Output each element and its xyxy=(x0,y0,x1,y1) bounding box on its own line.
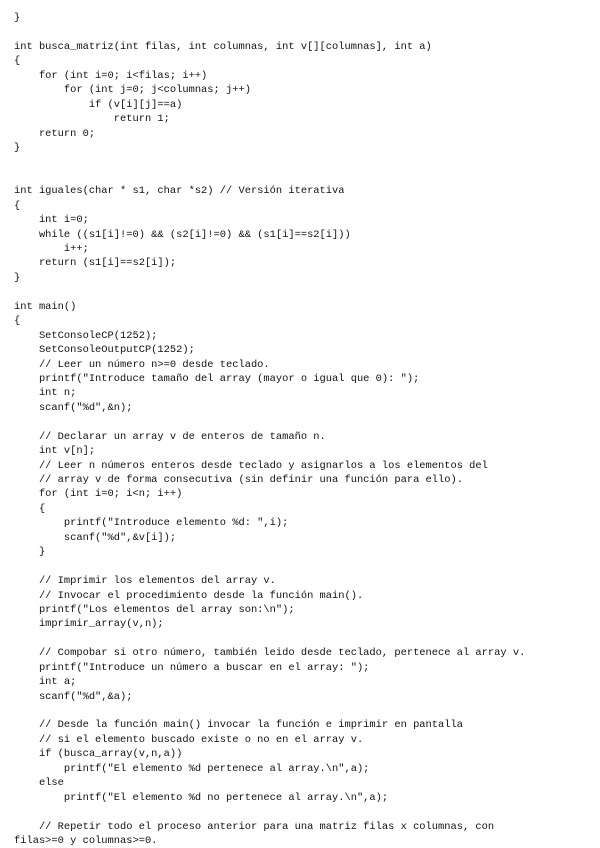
code-line xyxy=(14,805,594,819)
code-line: if (v[i][j]==a) xyxy=(14,98,183,111)
code-line: for (int j=0; j<columnas; j++) xyxy=(14,84,251,97)
code-line: // Repetir todo el proceso anterior para una matriz filas x columnas, con xyxy=(14,820,495,833)
code-line: // array v de forma consecutiva (sin definir una función para ello). xyxy=(14,474,463,486)
code-line: // Imprimir los elementos del array v. xyxy=(14,575,276,588)
code-line: // Leer n números enteros desde teclado y asignarlos a los elementos del xyxy=(14,459,488,472)
code-line: // si el elemento buscado existe o no en el array v. xyxy=(14,733,364,746)
code-line: if (busca_array(v,n,a)) xyxy=(14,748,183,761)
code-line: int n; xyxy=(14,387,77,400)
code-line: printf("Introduce un número a buscar en el array: "); xyxy=(14,661,370,674)
code-line: return (s1[i]==s2[i]); xyxy=(14,257,177,270)
code-line: printf("El elemento %d no pertenece al array.\n",a); xyxy=(14,791,389,804)
code-line: SetConsoleOutputCP(1252); xyxy=(14,344,195,357)
code-line xyxy=(14,704,594,718)
code-line: printf("Introduce tamaño del array (mayor o igual que 0): "); xyxy=(14,372,420,385)
code-line: // Declarar un array v de enteros de tamaño n. xyxy=(14,430,326,443)
code-line xyxy=(14,25,594,39)
code-line: { xyxy=(14,315,21,328)
code-line: int v[n]; xyxy=(14,445,96,458)
code-line: printf("Introduce elemento %d: ",i); xyxy=(14,517,289,530)
code-line: for (int i=0; i<filas; i++) xyxy=(14,69,208,82)
code-line: } xyxy=(14,271,21,284)
code-line: int main() xyxy=(14,300,77,313)
code-line: printf("Los elementos del array son:\n"); xyxy=(14,603,295,616)
code-line: return 1; xyxy=(14,113,170,126)
code-line: // Compobar si otro número, también leido desde teclado, pertenece al array v. xyxy=(14,647,526,660)
code-line: for (int i=0; i<n; i++) xyxy=(14,488,183,501)
code-line xyxy=(14,560,594,574)
code-line: return 0; xyxy=(14,127,96,140)
code-line: imprimir_array(v,n); xyxy=(14,618,164,631)
code-line: scanf("%d",&n); xyxy=(14,401,133,414)
code-line: scanf("%d",&v[i]); xyxy=(14,531,177,544)
code-line xyxy=(14,285,594,299)
code-line: } xyxy=(14,546,46,559)
code-line xyxy=(14,155,594,169)
code-line: // Desde la función main() invocar la función e imprimir en pantalla xyxy=(14,719,463,732)
code-line: { xyxy=(14,502,46,515)
code-listing xyxy=(14,11,594,848)
code-line: while ((s1[i]!=0) && (s2[i]!=0) && (s1[i]==s2[i])) xyxy=(14,228,351,241)
code-line: SetConsoleCP(1252); xyxy=(14,329,158,342)
code-line: int iguales(char * s1, char *s2) // Versión iterativa xyxy=(14,185,345,198)
code-line: // Invocar el procedimiento desde la función main(). xyxy=(14,589,364,602)
code-line xyxy=(14,170,594,184)
code-line xyxy=(14,632,594,646)
code-line xyxy=(14,415,594,429)
code-line: filas>=0 y columnas>=0. xyxy=(14,834,158,847)
code-line: int busca_matriz(int filas, int columnas, int v[][columnas], int a) xyxy=(14,40,432,53)
code-line: } xyxy=(14,12,21,24)
code-line: int a; xyxy=(14,676,77,689)
code-line: else xyxy=(14,777,64,790)
code-line: i++; xyxy=(14,243,89,255)
code-line: // Leer un número n>=0 desde teclado. xyxy=(14,358,270,371)
code-line: scanf("%d",&a); xyxy=(14,690,133,703)
code-line: { xyxy=(14,55,21,68)
code-line: { xyxy=(14,199,21,212)
code-line: } xyxy=(14,141,21,154)
code-line: int i=0; xyxy=(14,214,89,227)
code-line: printf("El elemento %d pertenece al array.\n",a); xyxy=(14,762,370,775)
